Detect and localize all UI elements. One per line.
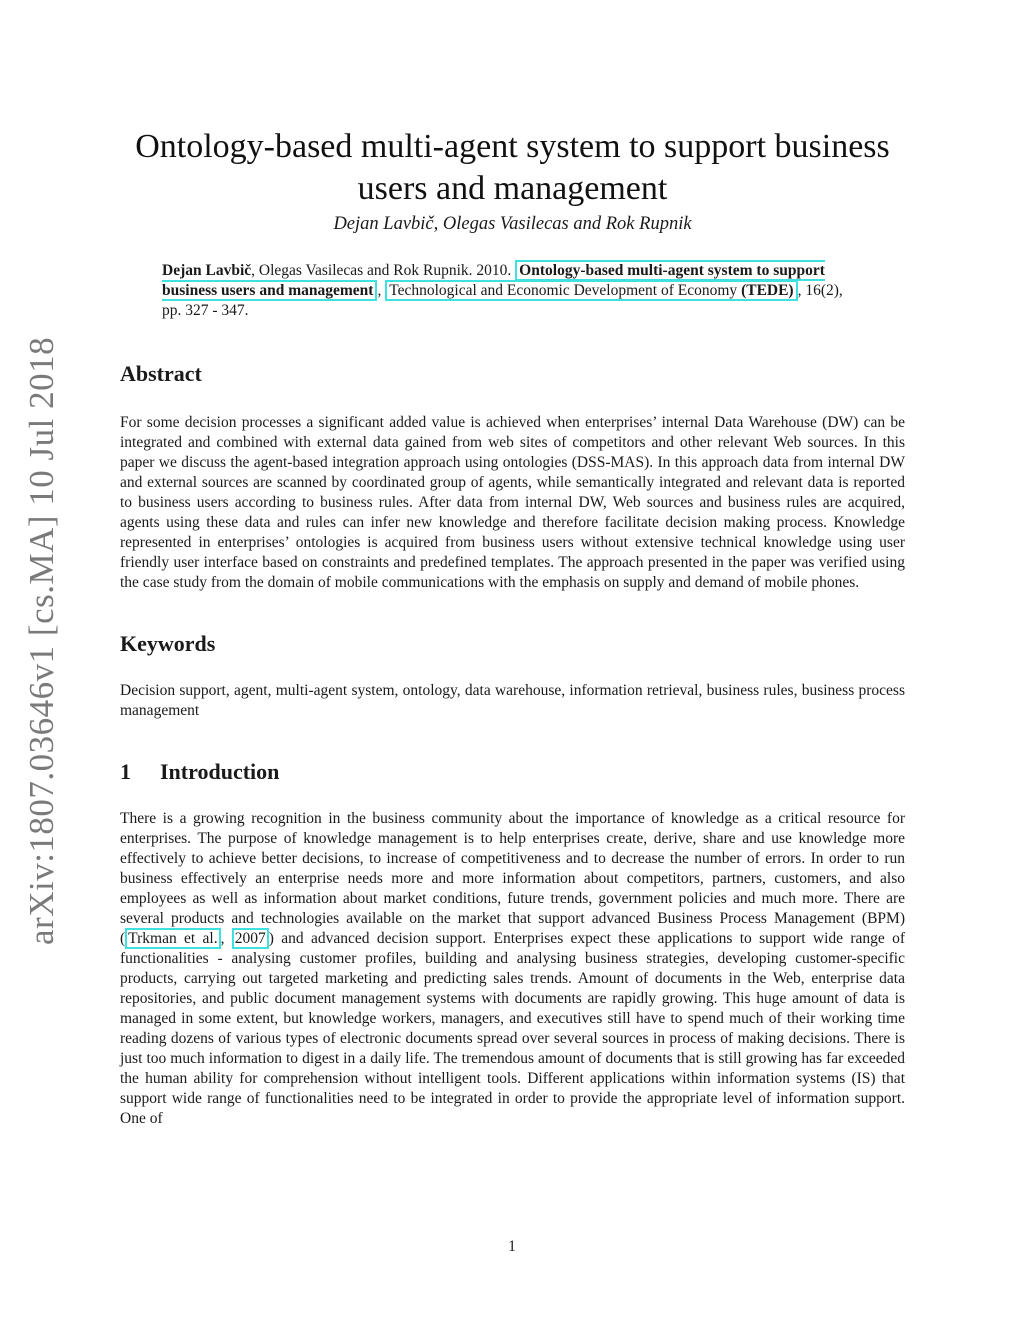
paper-page <box>120 120 905 1129</box>
ref-year-link[interactable]: 2007 <box>232 928 269 949</box>
introduction-heading <box>120 759 905 785</box>
citation-comma: , <box>377 282 386 299</box>
citation-other-authors: , Olegas Vasilecas and Rok Rupnik. 2010. <box>251 262 516 279</box>
paper-title <box>120 126 905 210</box>
abstract-heading: Abstract <box>120 361 202 386</box>
citation-journal-name: Technological and Economic Development of Economy <box>389 282 742 299</box>
citation-journal-link[interactable] <box>385 280 797 301</box>
citation-journal-abbrev: (TEDE) <box>741 282 794 299</box>
page-number: 1 <box>508 1238 516 1255</box>
citation-first-author: Dejan Lavbič <box>162 262 252 279</box>
paper-authors: Dejan Lavbič, Olegas Vasilecas and Rok Rupnik <box>333 214 692 234</box>
arxiv-stamp: arXiv:1807.03646v1 [cs.MA] 10 Jul 2018 <box>22 336 61 945</box>
citation-volume-pages: , 16(2), pp. 327 - 347. <box>162 282 843 319</box>
title-line-1: Ontology-based multi-agent system to support business <box>135 128 890 165</box>
title-line-2: users and management <box>357 170 668 207</box>
keywords-text: Decision support, agent, multi-agent system, ontology, data warehouse, information retrieval, business rules, business process management <box>120 682 905 719</box>
ref-author-link[interactable]: Trkman et al. <box>125 928 220 949</box>
intro-text-part-1: There is a growing recognition in the business community about the importance of knowledge as a critical resource for enterprises. The purpose of knowledge management is to help enterprises create, derive, share and use knowledge more effectively to achieve better decisions, to increase of competitiveness and to decrease the number of errors. In order to run business effectively an enterprise needs more and more information about competitors, partners, customers, and also employees as well as information about market conditions, future trends, government policies and much more. There are several products and technologies available on the market that support advanced Business Process Management (BPM) ( <box>120 810 905 947</box>
intro-text-part-2: ) and advanced decision support. Enterprises expect these applications to support wide range of functionalities - analysing customer profiles, building and analysing business strategies, developing customer-specific products, carrying out targeted marketing and predicting sales trends. Amount of documents in the Web, enterprise data repositories, and public document management systems with documents are rapidly growing. This huge amount of data is managed in some extent, but knowledge workers, managers, and executives still have to spend much of their working time reading dozens of various types of electronic documents spread over several sources in process of making decisions. There is just too much information to digest in a daily life. The tremendous amount of documents that is still growing has far exceeded the human ability for comprehension without intelligent tools. Different applications within information systems (IS) that support wide range of functionalities need to be integrated in order to provide the appropriate level of information support. One of <box>120 930 905 1127</box>
keywords-heading: Keywords <box>120 631 216 656</box>
citation-block <box>162 261 863 321</box>
abstract-text: For some decision processes a significant added value is achieved when enterprises’ internal Data Warehouse (DW) can be integrated and combined with external data gained from web sites of competitors and other relevant Web sources. In this paper we discuss the agent-based integration approach using ontologies (DSS-MAS). In this approach data from internal DW and external sources are scanned by coordinated group of agents, while semantically integrated and relevant data is reported to business users according to business rules. After data from internal DW, Web sources and business rules are acquired, agents using these data and rules can infer new knowledge and therefore facilitate decision making process. Knowledge represented in enterprises’ ontologies is acquired from business users without extensive technical knowledge using user friendly user interface based on constraints and predefined templates. The approach presented in the paper was verified using the case study from the domain of mobile communications with the emphasis on supply and demand of mobile phones. <box>120 414 905 591</box>
section-title: Introduction <box>160 759 280 784</box>
ref-separator: , <box>220 930 232 947</box>
section-number: 1 <box>120 759 131 784</box>
introduction-text <box>120 809 905 1129</box>
citation-title-link[interactable]: Ontology-based multi-agent system to support business users and management <box>162 262 825 299</box>
